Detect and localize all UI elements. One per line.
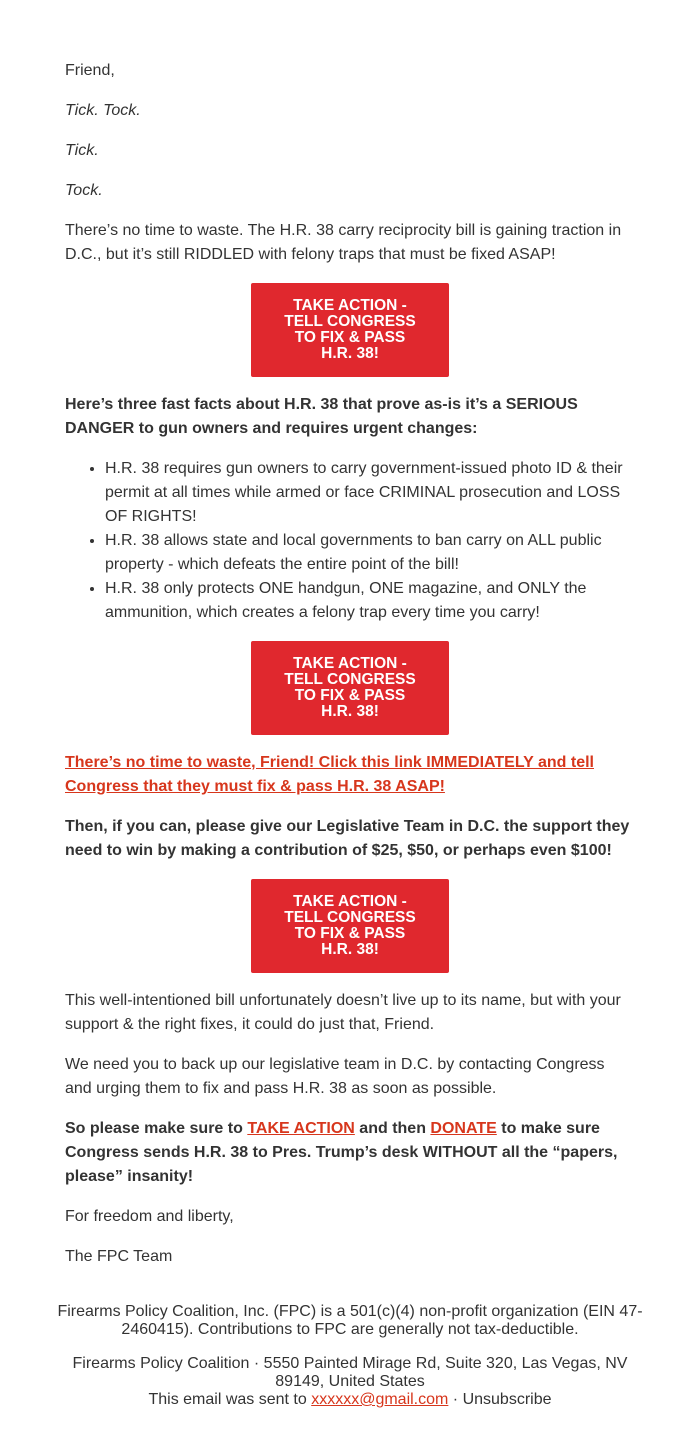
button-line: TAKE ACTION - — [293, 655, 407, 672]
button-line: TELL CONGRESS — [284, 313, 416, 330]
button-line: H.R. 38! — [321, 941, 379, 958]
cta-button-wrap-2 — [65, 641, 635, 735]
fact-item: • H.R. 38 allows state and local governments to ban carry on ALL public property - which defeats the entire point of the bill! — [105, 529, 635, 577]
button-line: TELL CONGRESS — [284, 671, 416, 688]
button-line: H.R. 38! — [321, 703, 379, 720]
contribution-paragraph: Then, if you can, please give our Legislative Team in D.C. the support they need to win by making a contribution of $25, $50, or perhaps even $100! — [65, 818, 630, 859]
fact-item: • H.R. 38 only protects ONE handgun, ONE magazine, and ONLY the ammunition, which creates a felony trap every time you carry! — [105, 577, 635, 625]
urgent-action-link[interactable]: There’s no time to waste, Friend! Click this link IMMEDIATELY and tell Congress that they must fix & pass H.R. 38 ASAP! — [65, 754, 594, 795]
urgent-link-paragraph — [65, 751, 635, 799]
facts-list — [65, 457, 635, 625]
signature: The FPC Team — [65, 1248, 173, 1265]
closing-paragraph — [65, 1117, 635, 1189]
button-line: TO FIX & PASS — [294, 687, 406, 704]
tock-line: Tock. — [65, 182, 103, 199]
closing-pre-text: So please make sure to — [65, 1120, 248, 1137]
take-action-button-1[interactable] — [251, 283, 449, 377]
intro-paragraph: There’s no time to waste. The H.R. 38 carry reciprocity bill is gaining traction in D.C., but it’s still RIDDLED with felony traps that must be fixed ASAP! — [65, 222, 622, 263]
footer-address: Firearms Policy Coalition · 5550 Painted Mirage Rd, Suite 320, Las Vegas, NV 89149, United States — [72, 1355, 628, 1390]
button-line: TELL CONGRESS — [284, 909, 416, 926]
bill-paragraph: This well-intentioned bill unfortunately doesn’t live up to its name, but with your support & the right fixes, it could do just that, Friend. — [65, 992, 621, 1033]
footer-separator: · — [448, 1391, 463, 1408]
unsubscribe-link[interactable]: Unsubscribe — [462, 1391, 552, 1408]
facts-heading: Here’s three fast facts about H.R. 38 that prove as-is it’s a SERIOUS DANGER to gun owners and requires urgent changes: — [65, 396, 578, 437]
take-action-button-2[interactable] — [251, 641, 449, 735]
take-action-link[interactable]: TAKE ACTION — [247, 1120, 355, 1137]
button-line: TO FIX & PASS — [294, 925, 406, 942]
cta-button-wrap-1 — [65, 283, 635, 377]
closing-post-text: to make sure Congress sends H.R. 38 to Pres. Trump’s desk WITHOUT all the “papers, please” insanity! — [65, 1120, 618, 1185]
button-line: H.R. 38! — [321, 345, 379, 362]
donate-link[interactable]: DONATE — [430, 1120, 497, 1137]
button-line: TO FIX & PASS — [294, 329, 406, 346]
signoff: For freedom and liberty, — [65, 1208, 234, 1225]
sent-to-text: This email was sent to — [148, 1391, 312, 1408]
fact-item: • H.R. 38 requires gun owners to carry government-issued photo ID & their permit at all times while armed or face CRIMINAL prosecution and LOSS OF RIGHTS! — [105, 457, 635, 529]
cta-button-wrap-3 — [65, 879, 635, 973]
tick-tock-line: Tick. Tock. — [65, 102, 141, 119]
email-footer — [50, 1303, 650, 1409]
footer-sent-to — [50, 1391, 650, 1409]
email-body — [65, 0, 635, 1269]
greeting: Friend, — [65, 62, 115, 79]
button-line: TAKE ACTION - — [293, 297, 407, 314]
take-action-button-3[interactable] — [251, 879, 449, 973]
button-line: TAKE ACTION - — [293, 893, 407, 910]
closing-mid-text: and then — [354, 1120, 431, 1137]
footer-disclaimer: Firearms Policy Coalition, Inc. (FPC) is a 501(c)(4) non-profit organization (EIN 47-2460415). Contributions to FPC are generally not tax-deductible. — [57, 1303, 643, 1338]
tick-line: Tick. — [65, 142, 99, 159]
backup-paragraph: We need you to back up our legislative team in D.C. by contacting Congress and urging them to fix and pass H.R. 38 as soon as possible. — [65, 1056, 605, 1097]
recipient-email-link[interactable]: xxxxxx@gmail.com — [311, 1391, 449, 1408]
